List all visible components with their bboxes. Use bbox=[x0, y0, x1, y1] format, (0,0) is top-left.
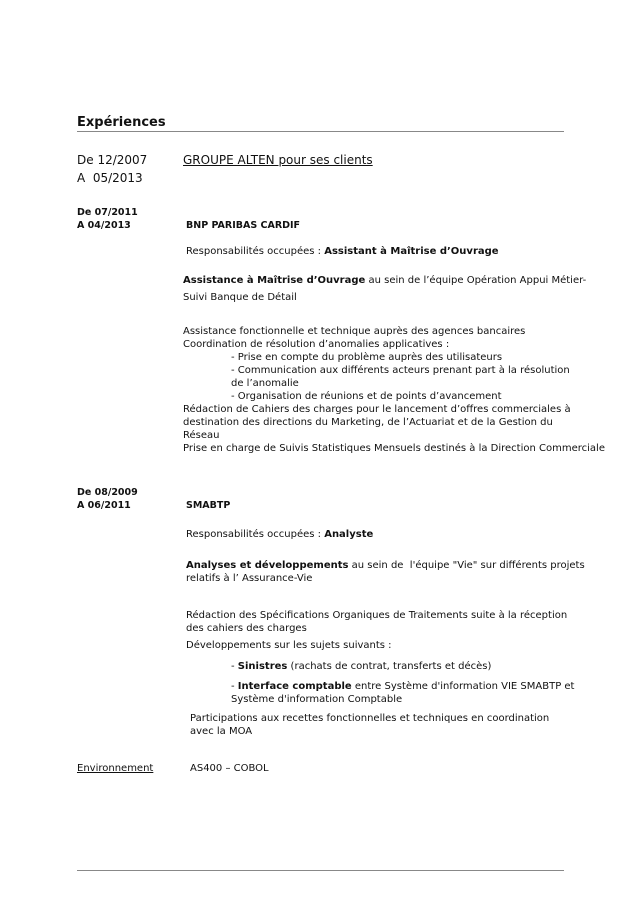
exp3-responsibility bbox=[186, 529, 373, 540]
exp2-task-6: Rédaction de Cahiers des charges pour le lancement d’offres commerciales à bbox=[183, 404, 571, 415]
exp2-task-1: Coordination de résolution d’anomalies applicatives : bbox=[183, 339, 450, 350]
exp2-task-4: de l’anomalie bbox=[231, 378, 299, 389]
exp3-interface-bold: Interface comptable bbox=[237, 681, 352, 692]
exp3-context-rest: au sein de l'équipe "Vie" sur différents projets bbox=[348, 560, 585, 571]
exp3-recette-line2: avec la MOA bbox=[190, 726, 253, 737]
exp3-sinistres-rest: (rachats de contrat, transferts et décès) bbox=[287, 661, 492, 672]
exp3-context bbox=[186, 559, 585, 572]
exp2-resp-label: Responsabilités occupées : bbox=[186, 246, 325, 257]
exp3-context-bold: Analyses et développements bbox=[186, 560, 349, 571]
exp2-resp-value: Assistant à Maîtrise d’Ouvrage bbox=[324, 246, 499, 257]
exp3-resp-label: Responsabilités occupées : bbox=[186, 529, 325, 540]
exp1-company: GROUPE ALTEN pour ses clients bbox=[183, 153, 373, 167]
section-title: Expériences bbox=[77, 115, 166, 130]
exp3-to: A 06/2011 bbox=[77, 500, 131, 511]
footer-rule bbox=[77, 870, 564, 871]
exp3-client: SMABTP bbox=[186, 500, 231, 511]
exp3-sinistres-bold: Sinistres bbox=[237, 661, 288, 672]
exp3-interface-line2: Système d'information Comptable bbox=[231, 694, 403, 705]
exp2-context-bold: Assistance à Maîtrise d’Ouvrage bbox=[183, 275, 366, 286]
exp2-task-8: Réseau bbox=[183, 430, 220, 441]
exp2-task-7: destination des directions du Marketing, de l’Actuariat et de la Gestion du bbox=[183, 417, 553, 428]
exp2-task-3: - Communication aux différents acteurs prenant part à la résolution bbox=[231, 365, 570, 376]
exp2-task-0: Assistance fonctionnelle et technique auprès des agences bancaires bbox=[183, 326, 526, 337]
section-rule bbox=[77, 131, 564, 132]
exp3-resp-value: Analyste bbox=[324, 529, 374, 540]
exp2-context-line2: Suivi Banque de Détail bbox=[183, 292, 297, 303]
exp2-responsibility bbox=[186, 246, 499, 257]
exp2-task-2: - Prise en compte du problème auprès des utilisateurs bbox=[231, 352, 503, 363]
exp3-dev-intro: Développements sur les sujets suivants : bbox=[186, 640, 392, 651]
exp2-to: A 04/2013 bbox=[77, 220, 131, 231]
exp3-spec-line2: des cahiers des charges bbox=[186, 623, 307, 634]
exp3-from: De 08/2009 bbox=[77, 487, 138, 498]
exp1-to: A 05/2013 bbox=[77, 171, 143, 185]
environment-value: AS400 – COBOL bbox=[190, 763, 269, 774]
exp2-client: BNP PARIBAS CARDIF bbox=[186, 220, 301, 231]
exp3-interface-rest: entre Système d'information VIE SMABTP et bbox=[351, 681, 575, 692]
exp3-context-line2: relatifs à l’ Assurance-Vie bbox=[186, 573, 313, 584]
exp3-dash-2: - bbox=[231, 681, 238, 692]
exp3-sinistres bbox=[231, 660, 491, 673]
exp2-context bbox=[183, 274, 586, 287]
exp3-interface bbox=[231, 680, 574, 693]
exp2-task-9: Prise en charge de Suivis Statistiques Mensuels destinés à la Direction Commerciale bbox=[183, 443, 605, 454]
exp2-context-rest: au sein de l’équipe Opération Appui Métier- bbox=[365, 275, 587, 286]
exp3-spec-line1: Rédaction des Spécifications Organiques de Traitements suite à la réception bbox=[186, 610, 568, 621]
exp2-task-5: - Organisation de réunions et de points d’avancement bbox=[231, 391, 502, 402]
exp2-from: De 07/2011 bbox=[77, 207, 138, 218]
exp3-recette-line1: Participations aux recettes fonctionnelles et techniques en coordination bbox=[190, 713, 550, 724]
environment-label: Environnement bbox=[77, 763, 154, 774]
exp3-dash-1: - bbox=[231, 661, 238, 672]
exp1-from: De 12/2007 bbox=[77, 153, 148, 167]
